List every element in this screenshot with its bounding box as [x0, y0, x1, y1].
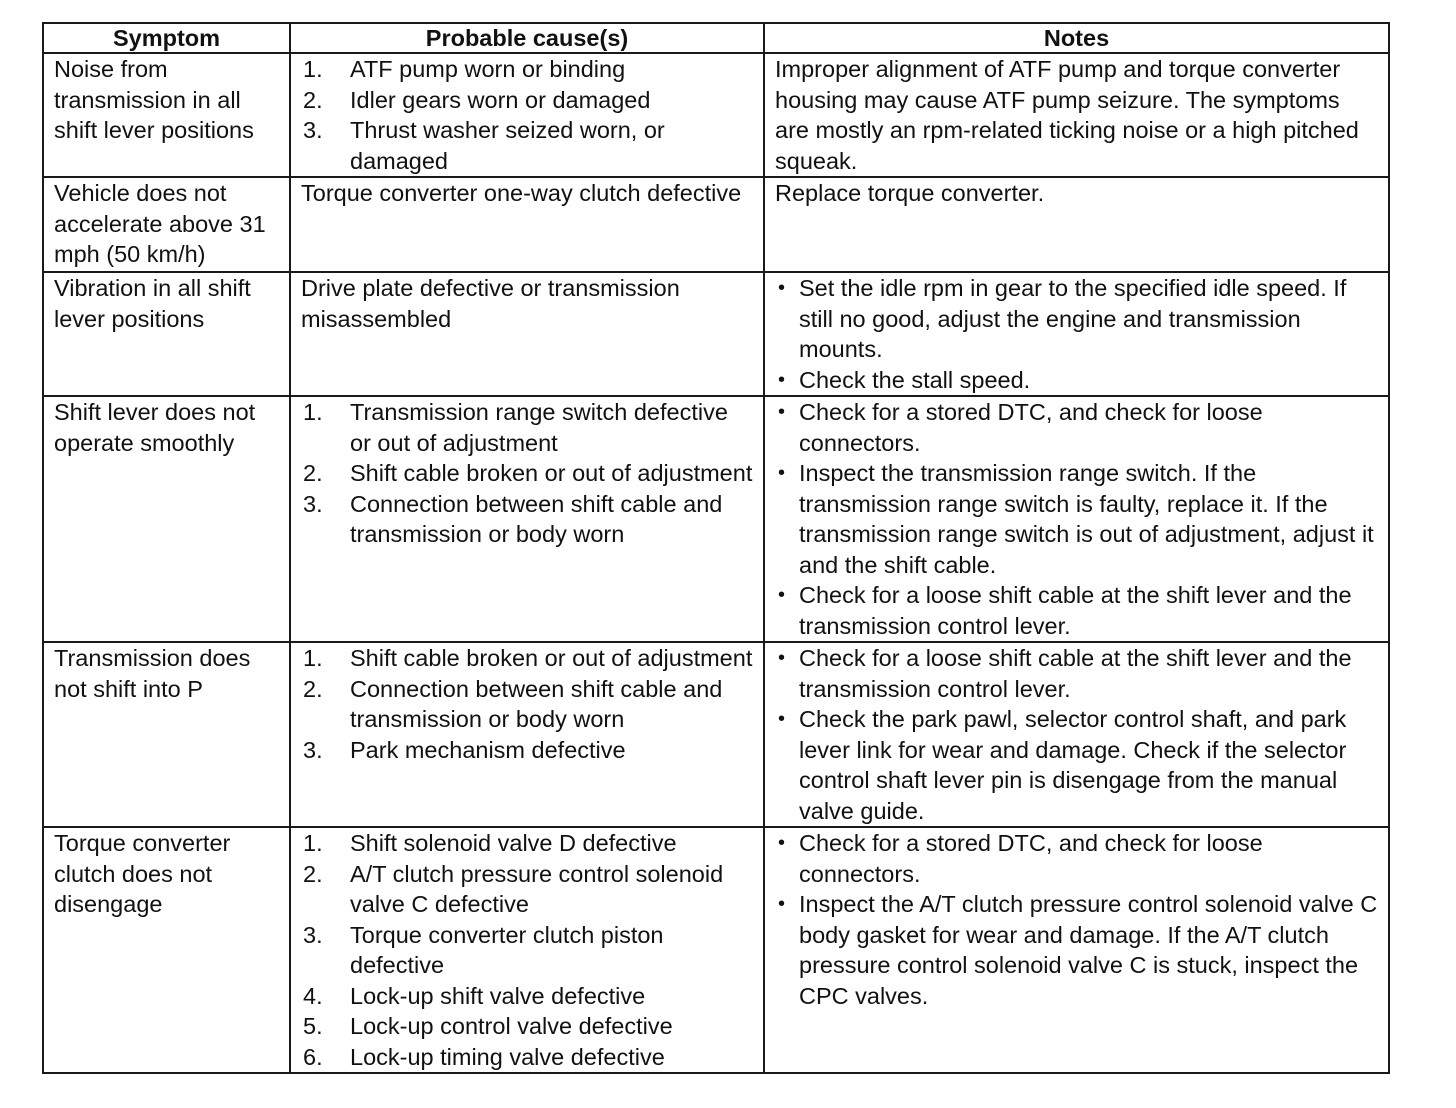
cause-number: 6.: [303, 1043, 323, 1070]
cause-text: Shift solenoid valve D defective: [350, 830, 677, 856]
symptom-cell: Vehicle does not accelerate above 31 mph (50 km/h): [43, 177, 290, 272]
note-text: Set the idle rpm in gear to the specified idle speed. If still no good, adjust the engine and transmission mounts.: [799, 275, 1347, 362]
note-text: Check for a loose shift cable at the shift lever and the transmission control lever.: [799, 582, 1352, 639]
table-body: [43, 53, 1389, 1073]
cause-list-item: [301, 828, 753, 859]
cause-text: Thrust washer seized worn, or damaged: [350, 117, 665, 174]
cause-number: 1.: [303, 56, 323, 82]
symptom-cell: Noise from transmission in all shift lever positions: [43, 53, 290, 177]
cause-number: 3.: [303, 490, 323, 517]
notes-list-item: [775, 273, 1378, 365]
probable-cause-cell: [290, 272, 764, 396]
note-text: Check for a loose shift cable at the shift lever and the transmission control lever.: [799, 645, 1352, 702]
cause-number: 5.: [303, 1013, 323, 1039]
notes-list: [775, 397, 1378, 641]
probable-cause-cell: [290, 396, 764, 642]
cause-number: 3.: [303, 117, 323, 143]
cause-list-item: [301, 674, 753, 735]
cause-text: Lock-up shift valve defective: [350, 982, 646, 1009]
bullet-icon: •: [778, 832, 786, 854]
note-text: Check the park pawl, selector control shaft, and park lever link for wear and damage. Check if the selector control shaft lever pin is disengage from the manual valve guide.: [799, 706, 1347, 824]
cause-list-item: [301, 1042, 753, 1073]
cause-text: Connection between shift cable and transmission or body worn: [350, 675, 723, 732]
cause-text: Park mechanism defective: [350, 736, 626, 763]
table-row: [43, 177, 1389, 272]
cause-number: 2.: [303, 675, 323, 702]
cause-list: [301, 54, 753, 176]
cause-text: Connection between shift cable and transmission or body worn: [350, 490, 723, 547]
cause-number: 2.: [303, 860, 323, 887]
cause-text: Shift cable broken or out of adjustment: [350, 460, 753, 486]
notes-list-item: [775, 828, 1378, 889]
cause-list-item: [301, 458, 753, 489]
cause-list-item: [301, 981, 753, 1012]
cause-list-item: [301, 735, 753, 766]
probable-cause-cell: [290, 642, 764, 827]
table-row: [43, 827, 1389, 1073]
bullet-icon: •: [778, 277, 786, 299]
table-row: [43, 396, 1389, 642]
cause-text: Shift cable broken or out of adjustment: [350, 645, 753, 671]
notes-list: [775, 273, 1378, 395]
notes-list-item: [775, 889, 1378, 1011]
notes-list-item: [775, 704, 1378, 826]
cause-number: 3.: [303, 736, 323, 763]
note-text: Replace torque converter.: [775, 180, 1045, 206]
cause-text: Torque converter clutch piston defective: [350, 921, 664, 978]
notes-list-item: [775, 643, 1378, 704]
table-row: [43, 272, 1389, 396]
notes-list-item: [775, 397, 1378, 458]
cause-text: Transmission range switch defective or out of adjustment: [350, 399, 728, 456]
note-text: Check the stall speed.: [799, 366, 1031, 393]
cause-text: Lock-up control valve defective: [350, 1013, 673, 1039]
cause-list: [301, 643, 753, 765]
notes-cell: [764, 396, 1389, 642]
notes-list: [775, 828, 1378, 1011]
cause-text: Idler gears worn or damaged: [350, 86, 651, 113]
cause-list-item: [301, 115, 753, 176]
bullet-icon: •: [778, 462, 786, 484]
note-text: Check for a stored DTC, and check for loose connectors.: [799, 830, 1263, 887]
probable-cause-cell: [290, 177, 764, 272]
notes-cell: [764, 272, 1389, 396]
cause-text: Torque converter one-way clutch defective: [301, 180, 742, 206]
cause-list-item: [301, 54, 753, 85]
notes-cell: [764, 642, 1389, 827]
cause-text: A/T clutch pressure control solenoid valve C defective: [350, 860, 724, 917]
cause-text: ATF pump worn or binding: [350, 56, 626, 82]
note-text: Improper alignment of ATF pump and torque converter housing may cause ATF pump seizure. The symptoms are mostly an rpm-related ticking noise or a high pitched squeak.: [775, 56, 1359, 174]
symptom-cell: Torque converter clutch does not disengage: [43, 827, 290, 1073]
cause-number: 2.: [303, 86, 323, 113]
bullet-icon: •: [778, 647, 786, 669]
note-text: Inspect the transmission range switch. If the transmission range switch is faulty, replace it. If the transmission range switch is out of adjustment, adjust it and the shift cable.: [799, 460, 1374, 578]
notes-list-item: [775, 365, 1378, 396]
note-text: Inspect the A/T clutch pressure control solenoid valve C body gasket for wear and damage. If the A/T clutch pressure control solenoid valve C is stuck, inspect the CPC valves.: [799, 891, 1378, 1009]
cause-number: 2.: [303, 460, 323, 486]
bullet-icon: •: [778, 368, 786, 391]
notes-cell: [764, 177, 1389, 272]
bullet-icon: •: [778, 401, 786, 423]
header-probable-causes: Probable cause(s): [290, 23, 764, 53]
cause-number: 1.: [303, 645, 323, 671]
cause-number: 1.: [303, 830, 323, 856]
cause-list-item: [301, 397, 753, 458]
cause-list-item: [301, 85, 753, 116]
bullet-icon: •: [778, 708, 786, 730]
symptom-cell: Transmission does not shift into P: [43, 642, 290, 827]
bullet-icon: •: [778, 584, 786, 606]
note-text: Check for a stored DTC, and check for loose connectors.: [799, 399, 1263, 456]
header-notes: Notes: [764, 23, 1389, 53]
symptom-cell: Shift lever does not operate smoothly: [43, 396, 290, 642]
cause-list-item: [301, 1011, 753, 1042]
cause-list-item: [301, 489, 753, 550]
header-symptom: Symptom: [43, 23, 290, 53]
bullet-icon: •: [778, 893, 786, 915]
cause-list: [301, 828, 753, 1072]
cause-number: 1.: [303, 399, 323, 425]
notes-list: [775, 643, 1378, 826]
cause-number: 3.: [303, 921, 323, 948]
troubleshooting-table: [42, 22, 1390, 1074]
table-row: [43, 642, 1389, 827]
cause-text: Drive plate defective or transmission misassembled: [301, 275, 680, 332]
cause-list: [301, 397, 753, 550]
table-row: [43, 53, 1389, 177]
cause-number: 4.: [303, 982, 323, 1009]
probable-cause-cell: [290, 827, 764, 1073]
probable-cause-cell: [290, 53, 764, 177]
cause-list-item: [301, 643, 753, 674]
notes-list-item: [775, 580, 1378, 641]
symptom-cell: Vibration in all shift lever positions: [43, 272, 290, 396]
cause-list-item: [301, 920, 753, 981]
notes-cell: [764, 53, 1389, 177]
cause-list-item: [301, 859, 753, 920]
notes-list-item: [775, 458, 1378, 580]
notes-cell: [764, 827, 1389, 1073]
cause-text: Lock-up timing valve defective: [350, 1043, 665, 1070]
header-row: [43, 23, 1389, 53]
